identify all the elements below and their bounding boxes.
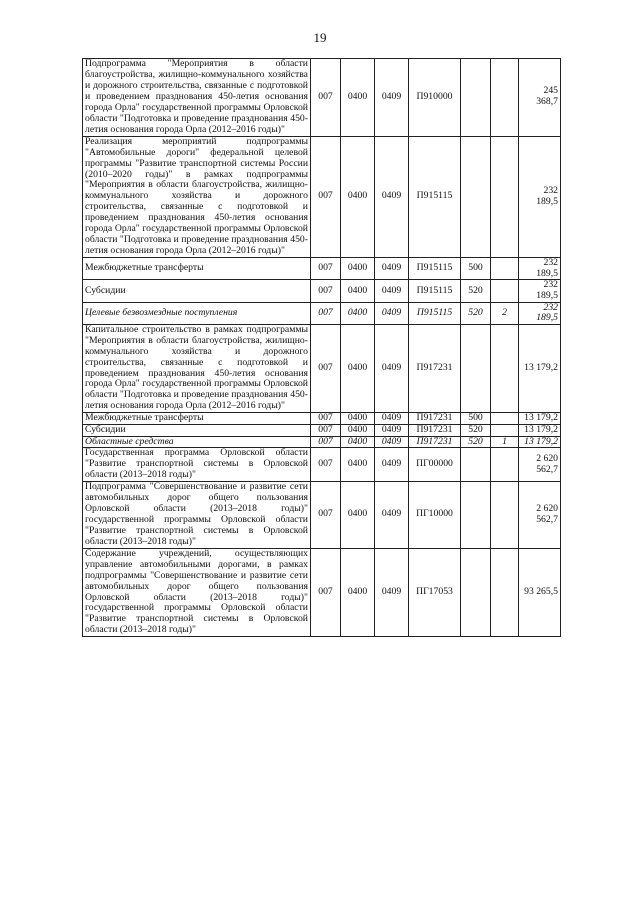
source-code-cell: 2 (491, 302, 519, 324)
expense-type-cell: 500 (461, 258, 491, 280)
row-name-cell: Субсидии (83, 424, 311, 436)
section-cell: 0400 (341, 413, 375, 425)
table-row (83, 258, 561, 280)
subsection-cell: 0409 (375, 324, 409, 413)
row-name-cell: Государственная программа Орловской области "Развитие транспортной системы в Орловской области (2013–2018 годы)" (83, 448, 311, 482)
grbs-cell: 007 (311, 59, 341, 137)
grbs-cell: 007 (311, 258, 341, 280)
target-article-cell: П917231 (409, 424, 461, 436)
subsection-cell: 0409 (375, 436, 409, 448)
amount-cell: 2 620 562,7 (519, 481, 561, 548)
section-cell: 0400 (341, 59, 375, 137)
amount-cell: 232 189,5 (519, 136, 561, 257)
target-article-cell: ПГ00000 (409, 448, 461, 482)
amount-cell: 13 179,2 (519, 424, 561, 436)
expense-type-cell: 520 (461, 302, 491, 324)
table-row (83, 548, 561, 637)
table-row (83, 280, 561, 302)
section-cell: 0400 (341, 302, 375, 324)
subsection-cell: 0409 (375, 258, 409, 280)
section-cell: 0400 (341, 548, 375, 637)
source-code-cell (491, 136, 519, 257)
expense-type-cell (461, 59, 491, 137)
row-name-cell: Целевые безвозмездные поступления (83, 302, 311, 324)
table-row (83, 302, 561, 324)
source-code-cell (491, 413, 519, 425)
section-cell: 0400 (341, 136, 375, 257)
grbs-cell: 007 (311, 413, 341, 425)
table-row (83, 481, 561, 548)
section-cell: 0400 (341, 436, 375, 448)
source-code-cell (491, 481, 519, 548)
subsection-cell: 0409 (375, 481, 409, 548)
subsection-cell: 0409 (375, 136, 409, 257)
table-row (83, 413, 561, 425)
subsection-cell: 0409 (375, 448, 409, 482)
expense-type-cell (461, 136, 491, 257)
amount-cell: 232 189,5 (519, 280, 561, 302)
target-article-cell: П915115 (409, 302, 461, 324)
target-article-cell: ПГ17053 (409, 548, 461, 637)
amount-cell: 2 620 562,7 (519, 448, 561, 482)
page-number: 19 (313, 30, 327, 45)
table-row (83, 324, 561, 413)
subsection-cell: 0409 (375, 424, 409, 436)
row-name-cell: Реализация мероприятий подпрограммы "Автомобильные дороги" федеральной целевой программы "Развитие транспортной системы России (2010–2020 годы)" в рамках подпрограммы "Мероприятия в области благоустройства, жилищно-коммунального хозяйства и дорожного строительства, связанные с подготовкой и проведением празднования 450-летия основания города Орла" государственной программы Орловской области "Подготовка и проведение празднования 450-летия основания города Орла (2012–2016 годы)" (83, 136, 311, 257)
target-article-cell: П915115 (409, 258, 461, 280)
target-article-cell: П915115 (409, 136, 461, 257)
source-code-cell (491, 280, 519, 302)
grbs-cell: 007 (311, 136, 341, 257)
row-name-cell: Межбюджетные трансферты (83, 258, 311, 280)
amount-cell: 13 179,2 (519, 324, 561, 413)
row-name-cell: Подпрограмма "Совершенствование и развитие сети автомобильных дорог общего пользования Орловской области (2013–2018 годы)" государственной программы Орловской области "Развитие транспортной системы в Орловской области (2013–2018 годы)" (83, 481, 311, 548)
expense-type-cell: 520 (461, 280, 491, 302)
grbs-cell: 007 (311, 302, 341, 324)
subsection-cell: 0409 (375, 413, 409, 425)
grbs-cell: 007 (311, 436, 341, 448)
expense-type-cell (461, 481, 491, 548)
expense-type-cell (461, 548, 491, 637)
row-name-cell: Содержание учреждений, осуществляющих управление автомобильными дорогами, в рамках подпрограммы "Совершенствование и развитие сети автомобильных дорог общего пользования Орловской области (2013–2018 годы)" государственной программы Орловской области "Развитие транспортной системы в Орловской области (2013–2018 годы)" (83, 548, 311, 637)
expense-type-cell: 520 (461, 424, 491, 436)
row-name-cell: Межбюджетные трансферты (83, 413, 311, 425)
row-name-cell: Областные средства (83, 436, 311, 448)
grbs-cell: 007 (311, 481, 341, 548)
row-name-cell: Подпрограмма "Мероприятия в области благоустройства, жилищно-коммунального хозяйства и дорожного строительства, связанные с подготовкой и проведением празднования 450-летия основания города Орла" государственной программы Орловской области "Подготовка и проведение празднования 450-летия основания города Орла (2012–2016 годы)" (83, 59, 311, 137)
target-article-cell: П917231 (409, 413, 461, 425)
target-article-cell: ПГ10000 (409, 481, 461, 548)
section-cell: 0400 (341, 258, 375, 280)
subsection-cell: 0409 (375, 280, 409, 302)
row-name-cell: Субсидии (83, 280, 311, 302)
grbs-cell: 007 (311, 548, 341, 637)
expense-type-cell (461, 324, 491, 413)
subsection-cell: 0409 (375, 59, 409, 137)
section-cell: 0400 (341, 324, 375, 413)
grbs-cell: 007 (311, 448, 341, 482)
source-code-cell: 1 (491, 436, 519, 448)
source-code-cell (491, 59, 519, 137)
table-row (83, 424, 561, 436)
amount-cell: 13 179,2 (519, 436, 561, 448)
source-code-cell (491, 324, 519, 413)
section-cell: 0400 (341, 424, 375, 436)
amount-cell: 93 265,5 (519, 548, 561, 637)
grbs-cell: 007 (311, 424, 341, 436)
grbs-cell: 007 (311, 324, 341, 413)
table-row (83, 136, 561, 257)
amount-cell: 232 189,5 (519, 302, 561, 324)
expense-type-cell: 500 (461, 413, 491, 425)
budget-table (82, 58, 561, 637)
table-row (83, 436, 561, 448)
section-cell: 0400 (341, 280, 375, 302)
amount-cell: 232 189,5 (519, 258, 561, 280)
target-article-cell: П917231 (409, 324, 461, 413)
target-article-cell: П915115 (409, 280, 461, 302)
expense-type-cell (461, 448, 491, 482)
source-code-cell (491, 424, 519, 436)
expense-type-cell: 520 (461, 436, 491, 448)
table-row (83, 59, 561, 137)
target-article-cell: П910000 (409, 59, 461, 137)
section-cell: 0400 (341, 481, 375, 548)
source-code-cell (491, 258, 519, 280)
target-article-cell: П917231 (409, 436, 461, 448)
row-name-cell: Капитальное строительство в рамках подпрограммы "Мероприятия в области благоустройства, жилищно-коммунального хозяйства и дорожного строительства, связанные с подготовкой и проведением празднования 450-летия основания города Орла" государственной программы Орловской области "Подготовка и проведение празднования 450-летия основания города Орла (2012–2016 годы)" (83, 324, 311, 413)
amount-cell: 245 368,7 (519, 59, 561, 137)
subsection-cell: 0409 (375, 548, 409, 637)
table-row (83, 448, 561, 482)
source-code-cell (491, 548, 519, 637)
grbs-cell: 007 (311, 280, 341, 302)
source-code-cell (491, 448, 519, 482)
amount-cell: 13 179,2 (519, 413, 561, 425)
section-cell: 0400 (341, 448, 375, 482)
subsection-cell: 0409 (375, 302, 409, 324)
